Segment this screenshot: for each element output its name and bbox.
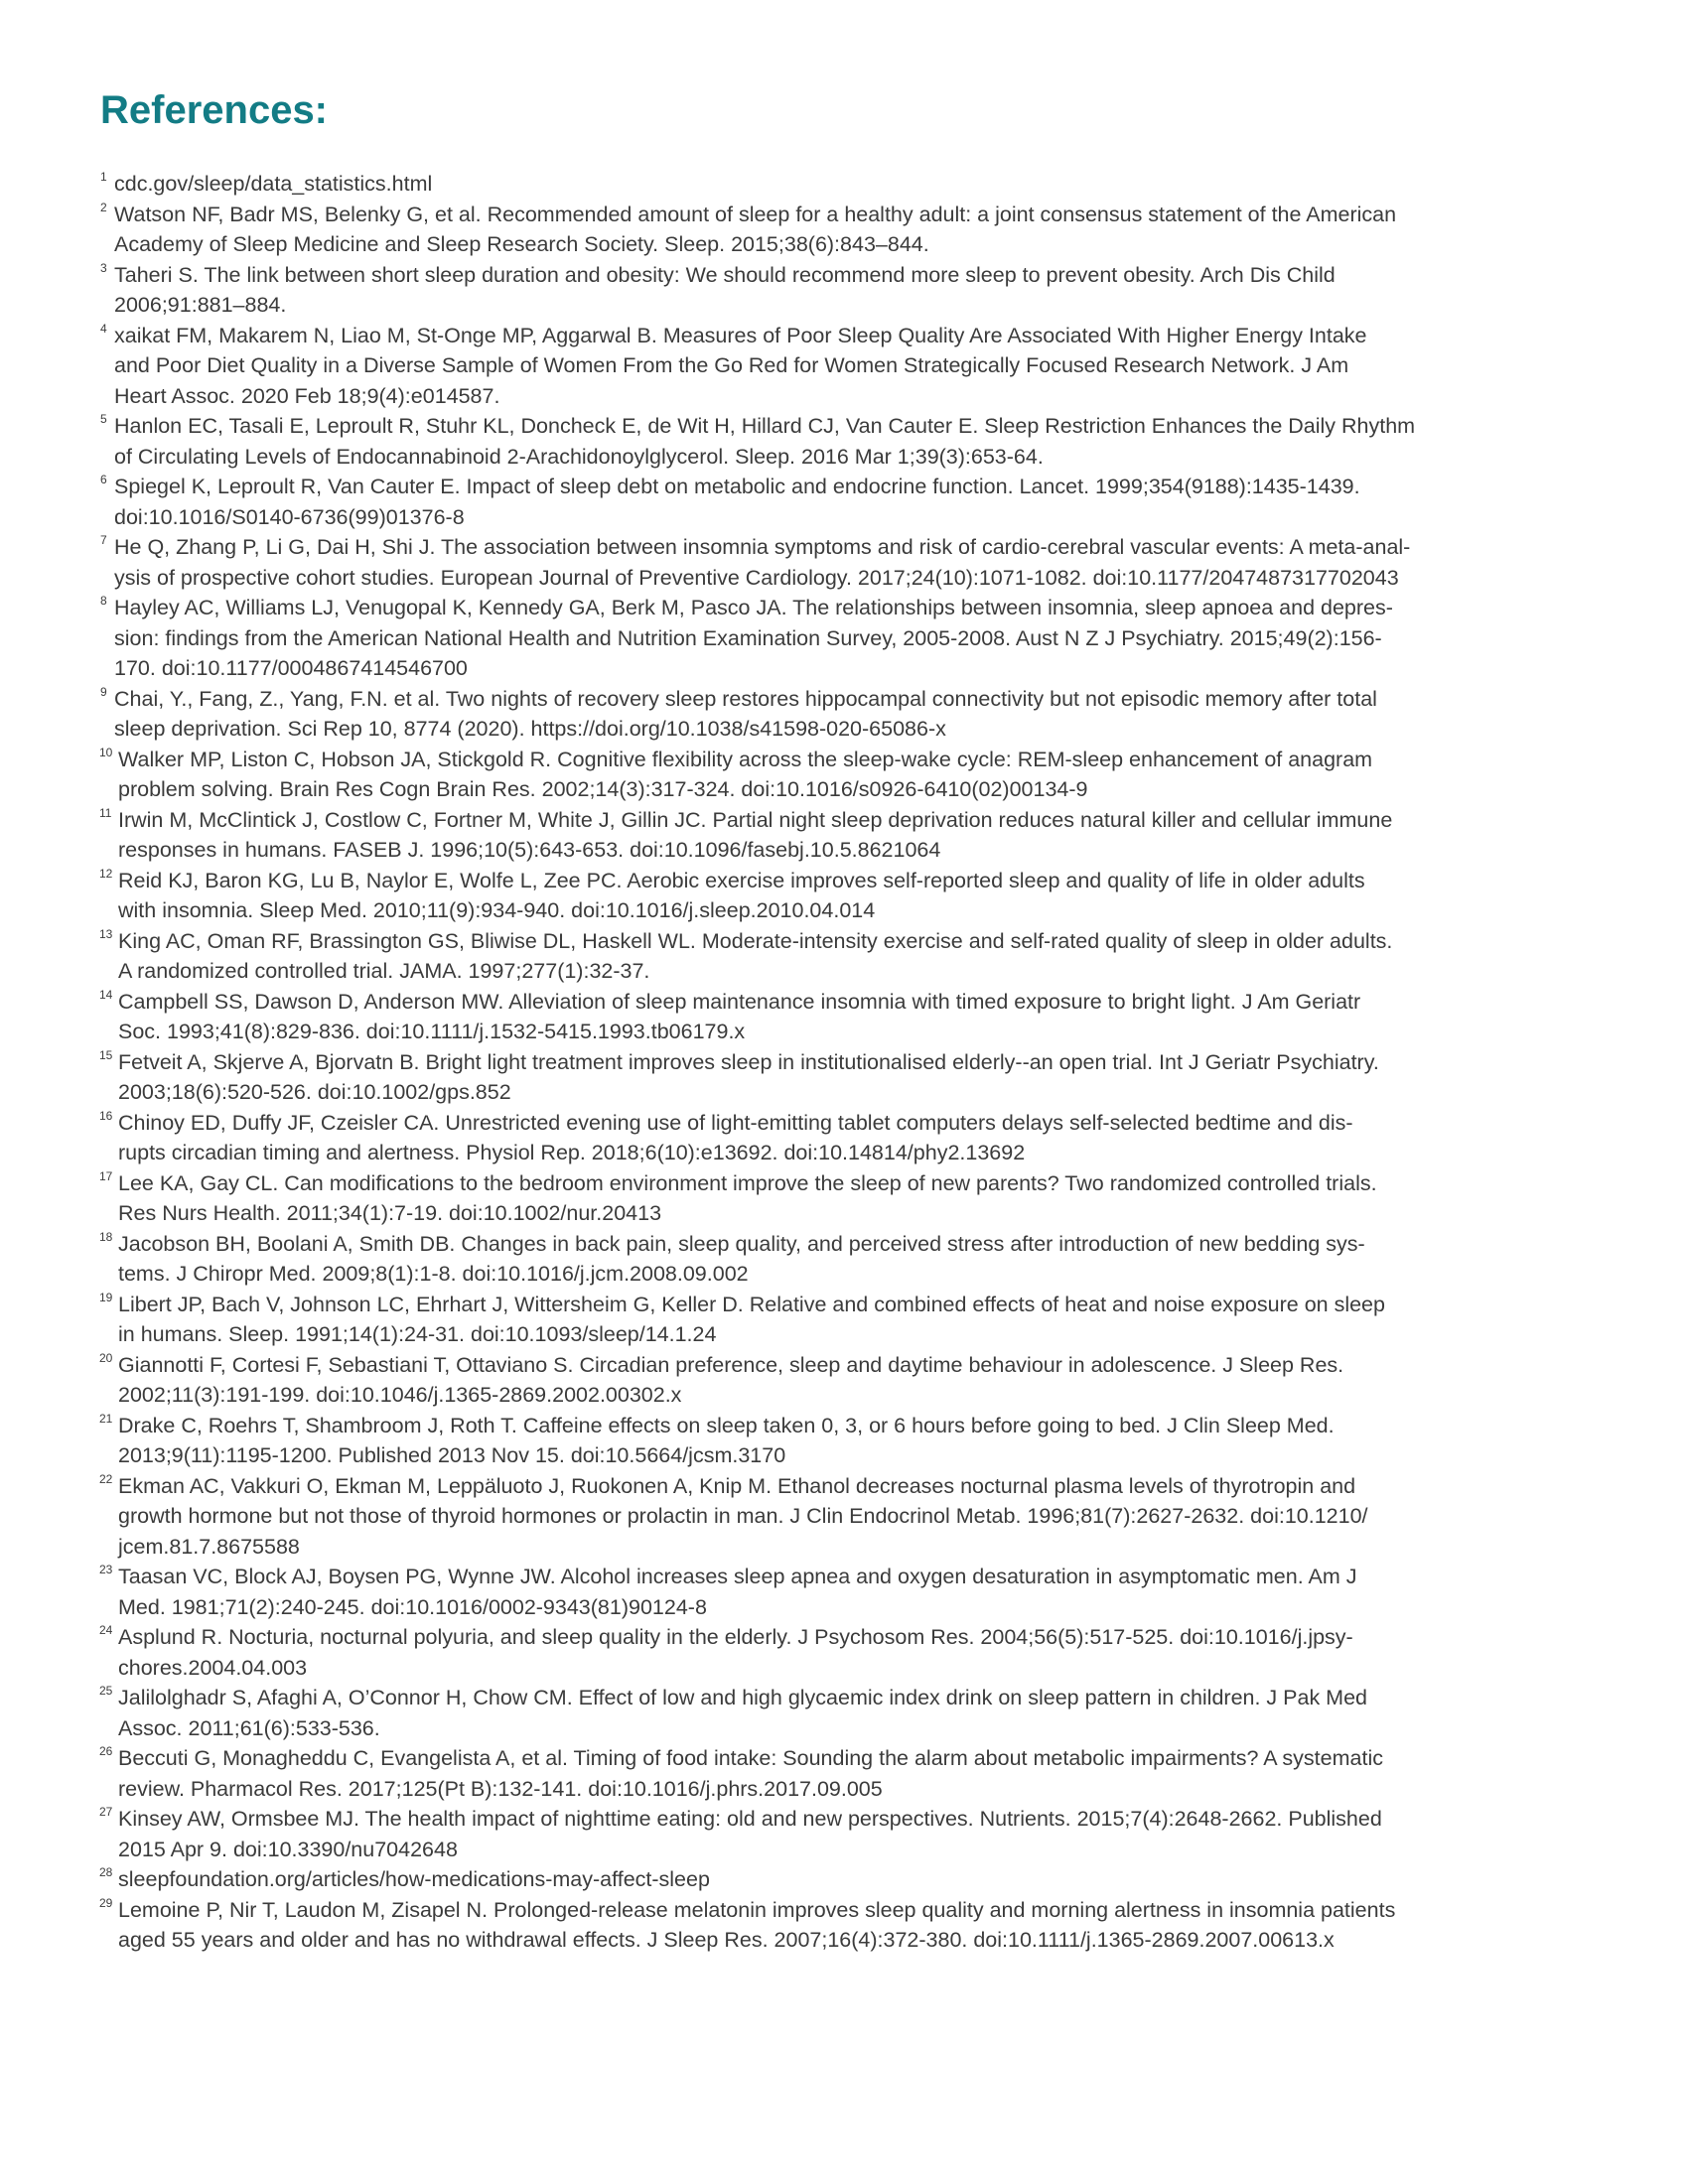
reference-item bbox=[100, 987, 1610, 1047]
reference-text-line: sleepfoundation.org/articles/how-medications-may-affect-sleep bbox=[118, 1867, 710, 1891]
reference-text-line: Spiegel K, Leproult R, Van Cauter E. Impact of sleep debt on metabolic and endocrine function. Lancet. 1999;354(9188):1435-1439. bbox=[114, 475, 1360, 498]
reference-number: 27 bbox=[99, 1805, 113, 1819]
reference-text-line: Giannotti F, Cortesi F, Sebastiani T, Ottaviano S. Circadian preference, sleep and daytime behaviour in adolescence. J Sleep Res. bbox=[118, 1352, 1344, 1377]
reference-text-line: cdc.gov/sleep/data_statistics.html bbox=[114, 172, 433, 196]
reference-text-line: problem solving. Brain Res Cogn Brain Res. 2002;14(3):317-324. doi:10.1016/s0926-6410(02)00134-9 bbox=[118, 777, 1088, 801]
reference-number: 19 bbox=[99, 1290, 113, 1304]
reference-item bbox=[100, 169, 1610, 200]
reference-text-line: chores.2004.04.003 bbox=[118, 1655, 308, 1680]
reference-number: 13 bbox=[99, 926, 113, 941]
reference-text-line: He Q, Zhang P, Li G, Dai H, Shi J. The association between insomnia symptoms and risk of cardio-cerebral vascular events: A meta-anal- bbox=[114, 535, 1411, 559]
reference-item bbox=[100, 805, 1610, 866]
reference-text-line: rupts circadian timing and alertness. Physiol Rep. 2018;6(10):e13692. doi:10.14814/phy2.13692 bbox=[118, 1141, 1026, 1164]
reference-text-line: ysis of prospective cohort studies. European Journal of Preventive Cardiology. 2017;24(10):1071-1082. doi:10.1177/2047487317702043 bbox=[114, 565, 1399, 590]
reference-item bbox=[100, 866, 1610, 926]
reference-number: 24 bbox=[99, 1623, 113, 1637]
reference-text-line: 2002;11(3):191-199. doi:10.1046/j.1365-2869.2002.00302.x bbox=[118, 1383, 682, 1407]
reference-number: 10 bbox=[99, 745, 113, 759]
reference-text-line: in humans. Sleep. 1991;14(1):24-31. doi:10.1093/sleep/14.1.24 bbox=[118, 1322, 717, 1346]
reference-number: 29 bbox=[99, 1895, 113, 1910]
reference-item bbox=[100, 200, 1610, 260]
reference-text-line: Kinsey AW, Ormsbee MJ. The health impact of nighttime eating: old and new perspectives. Nutrients. 2015;7(4):2648-2662. Published bbox=[118, 1807, 1382, 1831]
reference-item bbox=[100, 1895, 1610, 1956]
reference-text-line: A randomized controlled trial. JAMA. 1997;277(1):32-37. bbox=[118, 959, 650, 983]
reference-text-line: 2013;9(11):1195-1200. Published 2013 Nov 15. doi:10.5664/jcsm.3170 bbox=[118, 1443, 786, 1467]
reference-text-line: with insomnia. Sleep Med. 2010;11(9):934-940. doi:10.1016/j.sleep.2010.04.014 bbox=[118, 898, 876, 922]
reference-text-line: Res Nurs Health. 2011;34(1):7-19. doi:10.1002/nur.20413 bbox=[118, 1201, 662, 1225]
reference-item bbox=[100, 1683, 1610, 1743]
reference-number: 4 bbox=[100, 321, 107, 336]
reference-text-line: review. Pharmacol Res. 2017;125(Pt B):132-141. doi:10.1016/j.phrs.2017.09.005 bbox=[118, 1776, 883, 1801]
reference-text-line: Jacobson BH, Boolani A, Smith DB. Changes in back pain, sleep quality, and perceived stress after introduction of new bedding sys- bbox=[118, 1231, 1365, 1256]
reference-item bbox=[100, 1229, 1610, 1290]
reference-text-line: jcem.81.7.8675588 bbox=[118, 1534, 300, 1559]
reference-item bbox=[100, 1108, 1610, 1168]
reference-item bbox=[100, 745, 1610, 805]
reference-text-line: Ekman AC, Vakkuri O, Ekman M, Leppäluoto J, Ruokonen A, Knip M. Ethanol decreases nocturnal plasma levels of thyrotropin and bbox=[118, 1473, 1356, 1498]
reference-number: 14 bbox=[99, 987, 113, 1002]
reference-number: 25 bbox=[99, 1684, 113, 1698]
page-title: References: bbox=[100, 88, 329, 132]
reference-item bbox=[100, 260, 1610, 321]
reference-number: 9 bbox=[100, 684, 107, 699]
reference-text-line: of Circulating Levels of Endocannabinoid 2-Arachidonoylglycerol. Sleep. 2016 Mar 1;39(3):653-64. bbox=[114, 444, 1044, 469]
reference-number: 6 bbox=[100, 473, 107, 486]
reference-text-line: responses in humans. FASEB J. 1996;10(5):643-653. doi:10.1096/fasebj.10.5.8621064 bbox=[118, 838, 941, 862]
reference-text-line: sleep deprivation. Sci Rep 10, 8774 (2020). https://doi.org/10.1038/s41598-020-65086-x bbox=[114, 717, 946, 741]
reference-text-line: Walker MP, Liston C, Hobson JA, Stickgold R. Cognitive flexibility across the sleep-wake cycle: REM-sleep enhancement of anagram bbox=[118, 747, 1373, 771]
reference-number: 17 bbox=[99, 1168, 113, 1183]
reference-text-line: Drake C, Roehrs T, Shambroom J, Roth T. Caffeine effects on sleep taken 0, 3, or 6 hours before going to bed. J Clin Sleep Med. bbox=[118, 1413, 1335, 1437]
reference-item bbox=[100, 926, 1610, 987]
reference-item bbox=[100, 1622, 1610, 1683]
reference-number: 21 bbox=[99, 1411, 113, 1426]
reference-item bbox=[100, 411, 1610, 472]
reference-text-line: Taheri S. The link between short sleep duration and obesity: We should recommend more sleep to prevent obesity. Arch Dis Child bbox=[114, 262, 1336, 287]
reference-text-line: Reid KJ, Baron KG, Lu B, Naylor E, Wolfe L, Zee PC. Aerobic exercise improves self-reported sleep and quality of life in older adults bbox=[118, 868, 1365, 892]
reference-item bbox=[100, 321, 1610, 412]
reference-number: 22 bbox=[99, 1471, 113, 1486]
reference-text-line: Watson NF, Badr MS, Belenky G, et al. Recommended amount of sleep for a healthy adult: a joint consensus statement of the American bbox=[114, 202, 1397, 226]
reference-text-line: doi:10.1016/S0140-6736(99)01376-8 bbox=[114, 504, 465, 529]
reference-text-line: aged 55 years and older and has no withdrawal effects. J Sleep Res. 2007;16(4):372-380. doi:10.1111/j.1365-2869.2007.00613.x bbox=[118, 1928, 1335, 1952]
reference-item bbox=[100, 1047, 1610, 1108]
reference-text-line: King AC, Oman RF, Brassington GS, Bliwise DL, Haskell WL. Moderate-intensity exercise and self-rated quality of sleep in older adults. bbox=[118, 928, 1393, 953]
reference-item bbox=[100, 1743, 1610, 1804]
reference-number: 5 bbox=[100, 412, 107, 426]
reference-text-line: Chai, Y., Fang, Z., Yang, F.N. et al. Two nights of recovery sleep restores hippocampal connectivity but not episodic memory after total bbox=[114, 686, 1377, 711]
reference-number: 23 bbox=[99, 1563, 113, 1576]
reference-text-line: Hanlon EC, Tasali E, Leproult R, Stuhr KL, Doncheck E, de Wit H, Hillard CJ, Van Cauter E. Sleep Restriction Enhances the Daily Rhythm bbox=[114, 414, 1416, 438]
reference-text-line: 170. doi:10.1177/0004867414546700 bbox=[114, 656, 468, 680]
reference-text-line: 2015 Apr 9. doi:10.3390/nu7042648 bbox=[118, 1837, 458, 1861]
reference-item bbox=[100, 532, 1610, 593]
reference-number: 20 bbox=[99, 1350, 113, 1365]
reference-text-line: 2003;18(6):520-526. doi:10.1002/gps.852 bbox=[118, 1080, 511, 1104]
reference-text-line: Lemoine P, Nir T, Laudon M, Zisapel N. Prolonged-release melatonin improves sleep quality and morning alertness in insomnia patients bbox=[118, 1897, 1396, 1922]
reference-text-line: Campbell SS, Dawson D, Anderson MW. Alleviation of sleep maintenance insomnia with timed exposure to bright light. J Am Geriatr bbox=[118, 989, 1361, 1014]
reference-text-line: Jalilolghadr S, Afaghi A, O’Connor H, Chow CM. Effect of low and high glycaemic index drink on sleep pattern in children. J Pak Med bbox=[118, 1686, 1368, 1709]
reference-item bbox=[100, 1411, 1610, 1471]
reference-text-line: Asplund R. Nocturia, nocturnal polyuria, and sleep quality in the elderly. J Psychosom Res. 2004;56(5):517-525. doi:10.1016/j.jpsy- bbox=[118, 1625, 1353, 1649]
reference-number: 18 bbox=[99, 1229, 113, 1244]
reference-number: 2 bbox=[100, 200, 107, 214]
reference-text-line: Beccuti G, Monagheddu C, Evangelista A, et al. Timing of food intake: Sounding the alarm about metabolic impairments? A systematic bbox=[118, 1746, 1383, 1770]
reference-item bbox=[100, 1168, 1610, 1229]
reference-number: 26 bbox=[99, 1744, 113, 1758]
reference-text-line: Libert JP, Bach V, Johnson LC, Ehrhart J, Wittersheim G, Keller D. Relative and combined effects of heat and noise exposure on sleep bbox=[118, 1292, 1385, 1316]
reference-text-line: Academy of Sleep Medicine and Sleep Research Society. Sleep. 2015;38(6):843–844. bbox=[114, 232, 929, 256]
reference-list bbox=[100, 169, 1610, 1956]
reference-number: 8 bbox=[100, 594, 107, 608]
reference-item bbox=[100, 1350, 1610, 1411]
reference-text-line: Soc. 1993;41(8):829-836. doi:10.1111/j.1532-5415.1993.tb06179.x bbox=[118, 1020, 746, 1043]
reference-text-line: Hayley AC, Williams LJ, Venugopal K, Kennedy GA, Berk M, Pasco JA. The relationships between insomnia, sleep apnoea and depres- bbox=[114, 596, 1393, 619]
reference-text-line: tems. J Chiropr Med. 2009;8(1):1-8. doi:10.1016/j.jcm.2008.09.002 bbox=[118, 1262, 749, 1286]
reference-number: 3 bbox=[100, 260, 107, 275]
reference-text-line: Chinoy ED, Duffy JF, Czeisler CA. Unrestricted evening use of light-emitting tablet computers delays self-selected bedtime and dis- bbox=[118, 1110, 1353, 1135]
reference-text-line: sion: findings from the American National Health and Nutrition Examination Survey, 2005-2008. Aust N Z J Psychiatry. 2015;49(2):156- bbox=[114, 625, 1382, 650]
reference-text-line: Assoc. 2011;61(6):533-536. bbox=[118, 1715, 380, 1740]
reference-item bbox=[100, 1804, 1610, 1864]
reference-item bbox=[100, 472, 1610, 532]
reference-text-line: Lee KA, Gay CL. Can modifications to the bedroom environment improve the sleep of new parents? Two randomized controlled trials. bbox=[118, 1170, 1377, 1195]
reference-text-line: Irwin M, McClintick J, Costlow C, Fortner M, White J, Gillin JC. Partial night sleep deprivation reduces natural killer and cellular immune bbox=[118, 807, 1393, 832]
reference-text-line: growth hormone but not those of thyroid hormones or prolactin in man. J Clin Endocrinol Metab. 1996;81(7):2627-2632. doi:10.1210/ bbox=[118, 1504, 1368, 1528]
reference-text-line: xaikat FM, Makarem N, Liao M, St-Onge MP, Aggarwal B. Measures of Poor Sleep Quality Are Associated With Higher Energy Intake bbox=[114, 323, 1367, 347]
reference-number: 12 bbox=[99, 866, 113, 881]
reference-text-line: Fetveit A, Skjerve A, Bjorvatn B. Bright light treatment improves sleep in institutionalised elderly--an open trial. Int J Geriatr Psychiatry. bbox=[118, 1049, 1379, 1074]
reference-text-line: Med. 1981;71(2):240-245. doi:10.1016/0002-9343(81)90124-8 bbox=[118, 1594, 707, 1619]
reference-item bbox=[100, 1864, 1610, 1895]
reference-text-line: Taasan VC, Block AJ, Boysen PG, Wynne JW. Alcohol increases sleep apnea and oxygen desaturation in asymptomatic men. Am J bbox=[118, 1565, 1357, 1588]
reference-text-line: Heart Assoc. 2020 Feb 18;9(4):e014587. bbox=[114, 383, 500, 408]
reference-text-line: and Poor Diet Quality in a Diverse Sample of Women From the Go Red for Women Strategically Focused Research Network. J Am bbox=[114, 353, 1349, 377]
reference-number: 15 bbox=[99, 1047, 113, 1062]
reference-number: 11 bbox=[99, 805, 112, 820]
reference-item bbox=[100, 593, 1610, 684]
reference-number: 7 bbox=[100, 533, 107, 547]
reference-number: 28 bbox=[99, 1865, 113, 1879]
reference-item bbox=[100, 684, 1610, 745]
reference-text-line: 2006;91:881–884. bbox=[114, 293, 287, 317]
reference-item bbox=[100, 1471, 1610, 1563]
reference-item bbox=[100, 1290, 1610, 1350]
reference-number: 16 bbox=[99, 1108, 113, 1123]
reference-item bbox=[100, 1562, 1610, 1622]
reference-number: 1 bbox=[100, 170, 107, 184]
